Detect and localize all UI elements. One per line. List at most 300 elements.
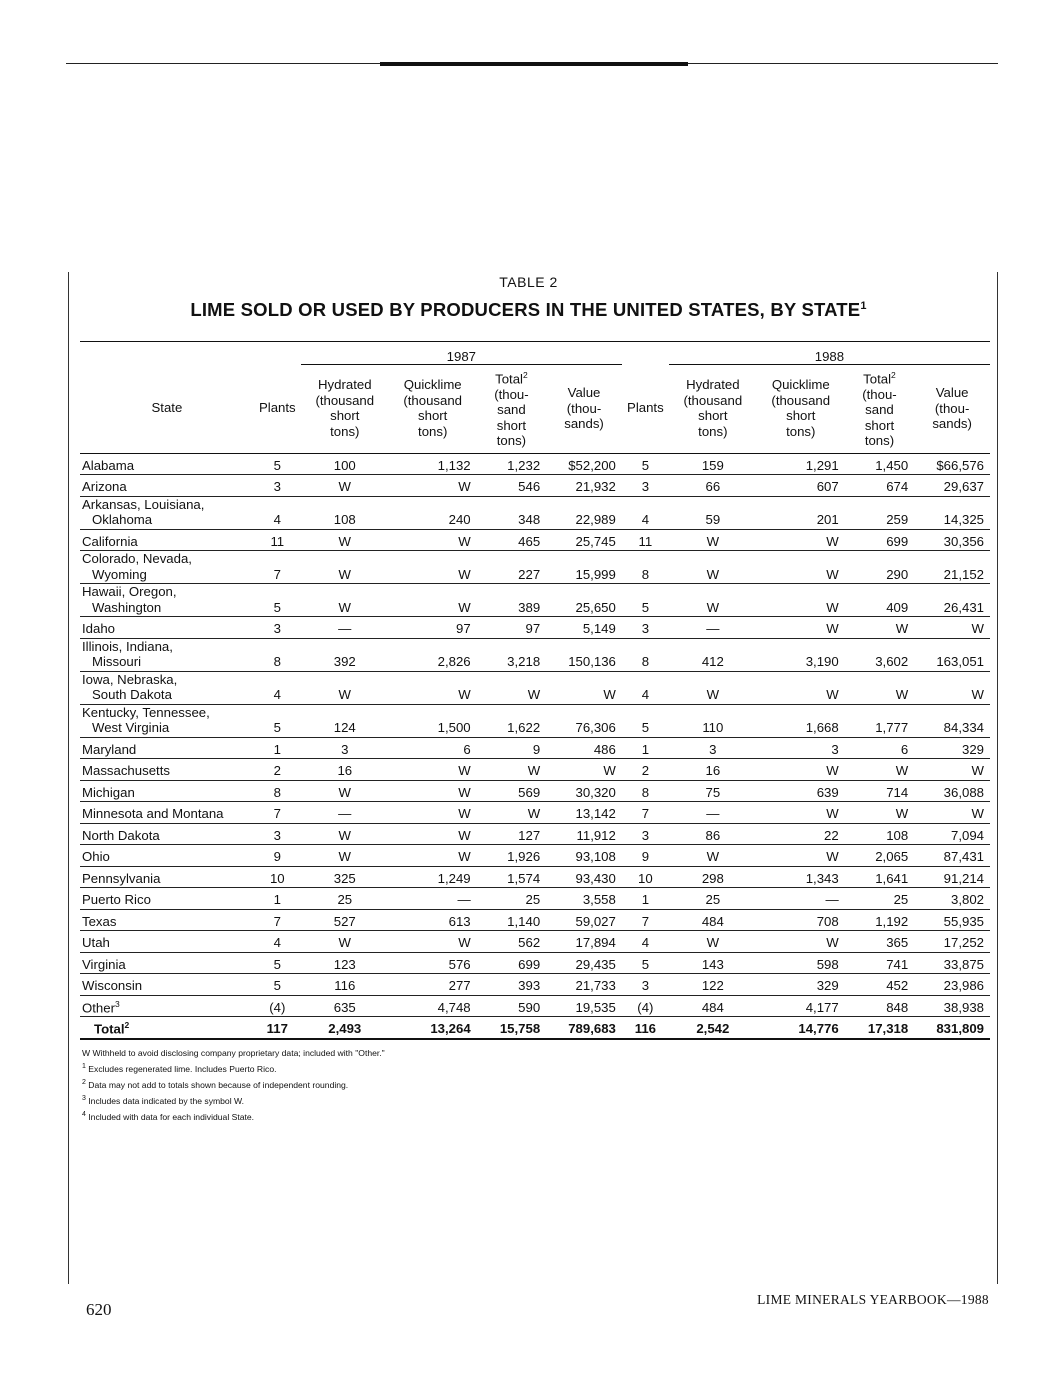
- state-cell: Kentucky, Tennessee, West Virginia: [80, 704, 254, 737]
- table-cell: W: [914, 671, 990, 704]
- table-cell: 108: [301, 496, 389, 529]
- table-cell: 590: [477, 995, 547, 1017]
- table-cell: 8: [254, 638, 301, 671]
- table-cell: —: [757, 888, 845, 910]
- footnotes: [82, 1046, 682, 1123]
- table-row: [80, 995, 990, 1017]
- footnote: $^3$ Includes data indicated by the symbol W.: [82, 1094, 245, 1106]
- state-cell: Iowa, Nebraska, South Dakota: [80, 671, 254, 704]
- title-footnote-mark: 1: [860, 299, 867, 312]
- table-cell: 9: [622, 845, 669, 867]
- table-cell: 365: [845, 931, 915, 953]
- table-cell: 1,926: [477, 845, 547, 867]
- state-cell: Minnesota and Montana: [80, 802, 254, 824]
- table-cell: 14,776: [757, 1017, 845, 1039]
- table-body: [80, 453, 990, 1039]
- table-cell: 227: [477, 551, 547, 584]
- table-cell: W: [301, 931, 389, 953]
- table-row: [80, 974, 990, 996]
- table-cell: 546: [477, 475, 547, 497]
- table-cell: 2,065: [845, 845, 915, 867]
- table-cell: 123: [301, 952, 389, 974]
- table-cell: (4): [254, 995, 301, 1017]
- table-cell: 1,192: [845, 909, 915, 931]
- table-cell: —: [301, 802, 389, 824]
- table-cell: 15,999: [546, 551, 622, 584]
- table-cell: W: [757, 551, 845, 584]
- table-cell: W: [389, 529, 477, 551]
- table-cell: 159: [669, 453, 757, 475]
- table-cell: 122: [669, 974, 757, 996]
- table-cell: 1,343: [757, 866, 845, 888]
- table-cell: W: [389, 823, 477, 845]
- table-cell: W: [546, 671, 622, 704]
- lime-table-container: [80, 341, 990, 1040]
- col-header-total-1987: Total$^2$ (thou- sand short tons): [477, 365, 547, 454]
- table-cell: W: [757, 584, 845, 617]
- table-row: [80, 551, 990, 584]
- table-cell: 59,027: [546, 909, 622, 931]
- table-cell: 5: [254, 584, 301, 617]
- table-cell: 527: [301, 909, 389, 931]
- year-1988-header: 1988: [669, 342, 990, 365]
- table-cell: —: [301, 617, 389, 639]
- table-cell: 6: [389, 737, 477, 759]
- table-cell: 3: [301, 737, 389, 759]
- table-cell: W: [389, 551, 477, 584]
- table-cell: 25: [301, 888, 389, 910]
- table-cell: 1,574: [477, 866, 547, 888]
- table-cell: 93,108: [546, 845, 622, 867]
- table-cell: 2: [254, 759, 301, 781]
- table-cell: 3,218: [477, 638, 547, 671]
- table-row: [80, 671, 990, 704]
- table-cell: 8: [254, 780, 301, 802]
- table-cell: W: [669, 931, 757, 953]
- table-cell: W: [669, 551, 757, 584]
- table-cell: 116: [622, 1017, 669, 1039]
- table-cell: 116: [301, 974, 389, 996]
- table-cell: 1,450: [845, 453, 915, 475]
- state-cell: Pennsylvania: [80, 866, 254, 888]
- table-cell: W: [477, 802, 547, 824]
- table-cell: 848: [845, 995, 915, 1017]
- table-cell: 4: [254, 496, 301, 529]
- table-row: [80, 866, 990, 888]
- state-cell: Texas: [80, 909, 254, 931]
- col-header-hydrated-1988: Hydrated (thousand short tons): [669, 365, 757, 454]
- table-cell: 25: [845, 888, 915, 910]
- table-cell: 5: [622, 453, 669, 475]
- state-cell: Illinois, Indiana, Missouri: [80, 638, 254, 671]
- state-cell: Arizona: [80, 475, 254, 497]
- total-row: [80, 1017, 990, 1039]
- table-row: [80, 638, 990, 671]
- state-cell: Arkansas, Louisiana, Oklahoma: [80, 496, 254, 529]
- table-cell: W: [757, 931, 845, 953]
- table-cell: W: [389, 845, 477, 867]
- table-cell: 17,318: [845, 1017, 915, 1039]
- table-cell: 699: [477, 952, 547, 974]
- table-cell: 9: [477, 737, 547, 759]
- table-cell: W: [669, 529, 757, 551]
- table-cell: 635: [301, 995, 389, 1017]
- table-cell: 290: [845, 551, 915, 584]
- table-cell: 97: [477, 617, 547, 639]
- table-cell: 5: [254, 704, 301, 737]
- state-cell: Hawaii, Oregon, Washington: [80, 584, 254, 617]
- table-cell: 674: [845, 475, 915, 497]
- table-cell: 10: [622, 866, 669, 888]
- col-header-plants-1988: Plants: [622, 365, 669, 454]
- table-cell: 1,500: [389, 704, 477, 737]
- table-cell: 163,051: [914, 638, 990, 671]
- table-cell: 25,650: [546, 584, 622, 617]
- table-cell: —: [669, 617, 757, 639]
- state-cell: North Dakota: [80, 823, 254, 845]
- state-cell: Other$^3$: [80, 995, 254, 1017]
- table-cell: W: [914, 617, 990, 639]
- table-cell: 3: [622, 475, 669, 497]
- state-cell: Ohio: [80, 845, 254, 867]
- table-cell: 16: [301, 759, 389, 781]
- table-row: [80, 952, 990, 974]
- table-cell: 25: [669, 888, 757, 910]
- table-cell: 10: [254, 866, 301, 888]
- table-cell: 598: [757, 952, 845, 974]
- table-row: [80, 617, 990, 639]
- table-cell: 29,637: [914, 475, 990, 497]
- table-row: [80, 845, 990, 867]
- table-cell: 5: [622, 952, 669, 974]
- table-cell: W: [845, 671, 915, 704]
- table-row: [80, 584, 990, 617]
- table-cell: W: [757, 617, 845, 639]
- state-cell: Alabama: [80, 453, 254, 475]
- table-cell: 143: [669, 952, 757, 974]
- footnote: $^4$ Included with data for each individual State.: [82, 1110, 255, 1122]
- table-cell: 4: [254, 671, 301, 704]
- table-row: [80, 759, 990, 781]
- table-cell: W: [301, 845, 389, 867]
- table-cell: 325: [301, 866, 389, 888]
- table-cell: W: [546, 759, 622, 781]
- table-cell: 30,356: [914, 529, 990, 551]
- col-header-quicklime-1987: Quicklime (thousand short tons): [389, 365, 477, 454]
- table-cell: 1,132: [389, 453, 477, 475]
- table-cell: 1,668: [757, 704, 845, 737]
- table-cell: W: [477, 671, 547, 704]
- table-cell: W: [757, 529, 845, 551]
- table-cell: 22: [757, 823, 845, 845]
- table-cell: 1,777: [845, 704, 915, 737]
- top-rule-accent: [380, 62, 688, 66]
- state-cell: California: [80, 529, 254, 551]
- table-cell: 17,894: [546, 931, 622, 953]
- table-row: [80, 780, 990, 802]
- table-cell: 3: [622, 617, 669, 639]
- table-cell: 3: [254, 475, 301, 497]
- footnote: $^2$ Data may not add to totals shown because of independent rounding.: [82, 1078, 349, 1090]
- table-cell: W: [914, 802, 990, 824]
- table-cell: 5: [622, 584, 669, 617]
- table-cell: 2,542: [669, 1017, 757, 1039]
- table-cell: W: [669, 671, 757, 704]
- table-cell: 13,264: [389, 1017, 477, 1039]
- table-cell: 17,252: [914, 931, 990, 953]
- table-cell: W: [845, 759, 915, 781]
- table-cell: 2,493: [301, 1017, 389, 1039]
- table-cell: 699: [845, 529, 915, 551]
- footnote: $^1$ Excludes regenerated lime. Includes Puerto Rico.: [82, 1063, 277, 1074]
- state-cell: Michigan: [80, 780, 254, 802]
- table-cell: 75: [669, 780, 757, 802]
- table-cell: 16: [669, 759, 757, 781]
- col-header-plants-1987: Plants: [254, 365, 301, 454]
- table-cell: 76,306: [546, 704, 622, 737]
- table-row: [80, 529, 990, 551]
- table-cell: 124: [301, 704, 389, 737]
- table-row: [80, 823, 990, 845]
- table-cell: (4): [622, 995, 669, 1017]
- table-cell: 392: [301, 638, 389, 671]
- table-row: [80, 888, 990, 910]
- table-cell: 393: [477, 974, 547, 996]
- table-cell: 84,334: [914, 704, 990, 737]
- table-cell: 21,932: [546, 475, 622, 497]
- table-cell: W: [389, 759, 477, 781]
- table-cell: 708: [757, 909, 845, 931]
- table-cell: 486: [546, 737, 622, 759]
- table-cell: 562: [477, 931, 547, 953]
- table-cell: 348: [477, 496, 547, 529]
- table-cell: W: [477, 759, 547, 781]
- table-cell: 86: [669, 823, 757, 845]
- col-header-value-1988: Value (thou- sands): [914, 365, 990, 454]
- table-cell: 9: [254, 845, 301, 867]
- right-margin-rule: [997, 272, 998, 1284]
- table-cell: 4: [254, 931, 301, 953]
- table-cell: 25,745: [546, 529, 622, 551]
- table-cell: 240: [389, 496, 477, 529]
- table-cell: 26,431: [914, 584, 990, 617]
- table-cell: 1,249: [389, 866, 477, 888]
- table-row: [80, 475, 990, 497]
- table-cell: W: [389, 475, 477, 497]
- year-1987-header: 1987: [301, 342, 622, 365]
- table-cell: 3,802: [914, 888, 990, 910]
- table-cell: 5: [254, 453, 301, 475]
- table-cell: 8: [622, 638, 669, 671]
- table-row: [80, 909, 990, 931]
- table-cell: 484: [669, 909, 757, 931]
- table-cell: 201: [757, 496, 845, 529]
- table-cell: 277: [389, 974, 477, 996]
- table-row: [80, 931, 990, 953]
- running-head: LIME MINERALS YEARBOOK—1988: [757, 1292, 989, 1307]
- table-cell: 831,809: [914, 1017, 990, 1039]
- table-cell: 1,232: [477, 453, 547, 475]
- table-cell: W: [389, 671, 477, 704]
- table-cell: 8: [622, 551, 669, 584]
- table-title: [0, 299, 1057, 321]
- table-cell: W: [389, 802, 477, 824]
- state-cell: Utah: [80, 931, 254, 953]
- table-cell: 3,190: [757, 638, 845, 671]
- table-cell: 5,149: [546, 617, 622, 639]
- table-cell: 30,320: [546, 780, 622, 802]
- table-cell: $66,576: [914, 453, 990, 475]
- table-cell: 110: [669, 704, 757, 737]
- table-cell: 55,935: [914, 909, 990, 931]
- table-cell: 607: [757, 475, 845, 497]
- table-cell: 13,142: [546, 802, 622, 824]
- col-header-value-1987: Value (thou- sands): [546, 365, 622, 454]
- table-cell: 1,140: [477, 909, 547, 931]
- table-cell: 15,758: [477, 1017, 547, 1039]
- table-cell: 4,177: [757, 995, 845, 1017]
- table-cell: 3: [622, 974, 669, 996]
- table-cell: 1: [622, 888, 669, 910]
- table-cell: 569: [477, 780, 547, 802]
- lime-table: [80, 341, 990, 1040]
- table-cell: W: [669, 845, 757, 867]
- table-cell: 108: [845, 823, 915, 845]
- table-cell: W: [757, 845, 845, 867]
- table-cell: W: [301, 823, 389, 845]
- table-cell: 150,136: [546, 638, 622, 671]
- table-cell: 3,558: [546, 888, 622, 910]
- column-header-row: [80, 365, 990, 454]
- table-cell: 5: [254, 952, 301, 974]
- table-cell: 25: [477, 888, 547, 910]
- table-cell: 7: [254, 909, 301, 931]
- table-cell: 452: [845, 974, 915, 996]
- table-cell: W: [389, 780, 477, 802]
- table-cell: 5: [254, 974, 301, 996]
- table-cell: 789,683: [546, 1017, 622, 1039]
- table-cell: 11,912: [546, 823, 622, 845]
- table-cell: 639: [757, 780, 845, 802]
- table-cell: W: [669, 584, 757, 617]
- table-cell: 5: [622, 704, 669, 737]
- table-row: [80, 737, 990, 759]
- table-cell: 484: [669, 995, 757, 1017]
- table-cell: 1: [622, 737, 669, 759]
- table-row: [80, 496, 990, 529]
- table-cell: 14,325: [914, 496, 990, 529]
- table-cell: 576: [389, 952, 477, 974]
- table-cell: 412: [669, 638, 757, 671]
- year-header-row: [80, 342, 990, 365]
- table-cell: 1: [254, 737, 301, 759]
- table-cell: W: [301, 475, 389, 497]
- table-cell: 3: [254, 617, 301, 639]
- table-cell: 3: [622, 823, 669, 845]
- table-cell: W: [757, 802, 845, 824]
- table-cell: W: [301, 671, 389, 704]
- state-cell: Total$^2$: [80, 1017, 254, 1039]
- table-cell: 2: [622, 759, 669, 781]
- table-cell: W: [845, 802, 915, 824]
- table-cell: 87,431: [914, 845, 990, 867]
- table-cell: 97: [389, 617, 477, 639]
- table-cell: 91,214: [914, 866, 990, 888]
- table-cell: $52,200: [546, 453, 622, 475]
- table-cell: 4,748: [389, 995, 477, 1017]
- table-cell: 613: [389, 909, 477, 931]
- table-cell: 465: [477, 529, 547, 551]
- state-cell: Wisconsin: [80, 974, 254, 996]
- table-cell: 11: [622, 529, 669, 551]
- state-cell: Idaho: [80, 617, 254, 639]
- table-cell: 21,733: [546, 974, 622, 996]
- state-cell: Virginia: [80, 952, 254, 974]
- table-cell: 389: [477, 584, 547, 617]
- table-cell: 298: [669, 866, 757, 888]
- table-cell: 329: [757, 974, 845, 996]
- table-cell: W: [389, 931, 477, 953]
- table-cell: 21,152: [914, 551, 990, 584]
- page-number: 620: [86, 1300, 112, 1319]
- table-cell: 3: [669, 737, 757, 759]
- table-cell: 3,602: [845, 638, 915, 671]
- table-cell: 4: [622, 931, 669, 953]
- table-cell: 100: [301, 453, 389, 475]
- table-cell: —: [669, 802, 757, 824]
- table-cell: W: [757, 671, 845, 704]
- table-cell: 8: [622, 780, 669, 802]
- col-header-quicklime-1988: Quicklime (thousand short tons): [757, 365, 845, 454]
- table-cell: 1: [254, 888, 301, 910]
- table-cell: W: [389, 584, 477, 617]
- state-cell: Puerto Rico: [80, 888, 254, 910]
- left-margin-rule: [68, 272, 69, 1284]
- table-cell: W: [301, 551, 389, 584]
- table-cell: 2,826: [389, 638, 477, 671]
- table-cell: 127: [477, 823, 547, 845]
- table-row: [80, 802, 990, 824]
- table-cell: 23,986: [914, 974, 990, 996]
- table-cell: 7: [254, 802, 301, 824]
- table-cell: 7: [622, 802, 669, 824]
- table-cell: 38,938: [914, 995, 990, 1017]
- col-header-total-1988: Total$^2$ (thou- sand short tons): [845, 365, 915, 454]
- table-cell: 117: [254, 1017, 301, 1039]
- table-cell: 1,291: [757, 453, 845, 475]
- table-cell: 6: [845, 737, 915, 759]
- state-cell: Colorado, Nevada, Wyoming: [80, 551, 254, 584]
- table-label: TABLE 2: [499, 274, 558, 290]
- table-cell: 7,094: [914, 823, 990, 845]
- table-cell: 29,435: [546, 952, 622, 974]
- table-cell: 66: [669, 475, 757, 497]
- table-cell: —: [389, 888, 477, 910]
- state-cell: Maryland: [80, 737, 254, 759]
- table-cell: 4: [622, 671, 669, 704]
- footnote: W Withheld to avoid disclosing company proprietary data; included with "Other.": [82, 1048, 385, 1058]
- table-cell: 4: [622, 496, 669, 529]
- table-cell: 409: [845, 584, 915, 617]
- table-cell: W: [301, 780, 389, 802]
- table-cell: 329: [914, 737, 990, 759]
- table-row: [80, 453, 990, 475]
- table-cell: 1,622: [477, 704, 547, 737]
- table-cell: 741: [845, 952, 915, 974]
- table-cell: W: [845, 617, 915, 639]
- table-cell: 11: [254, 529, 301, 551]
- table-cell: 1,641: [845, 866, 915, 888]
